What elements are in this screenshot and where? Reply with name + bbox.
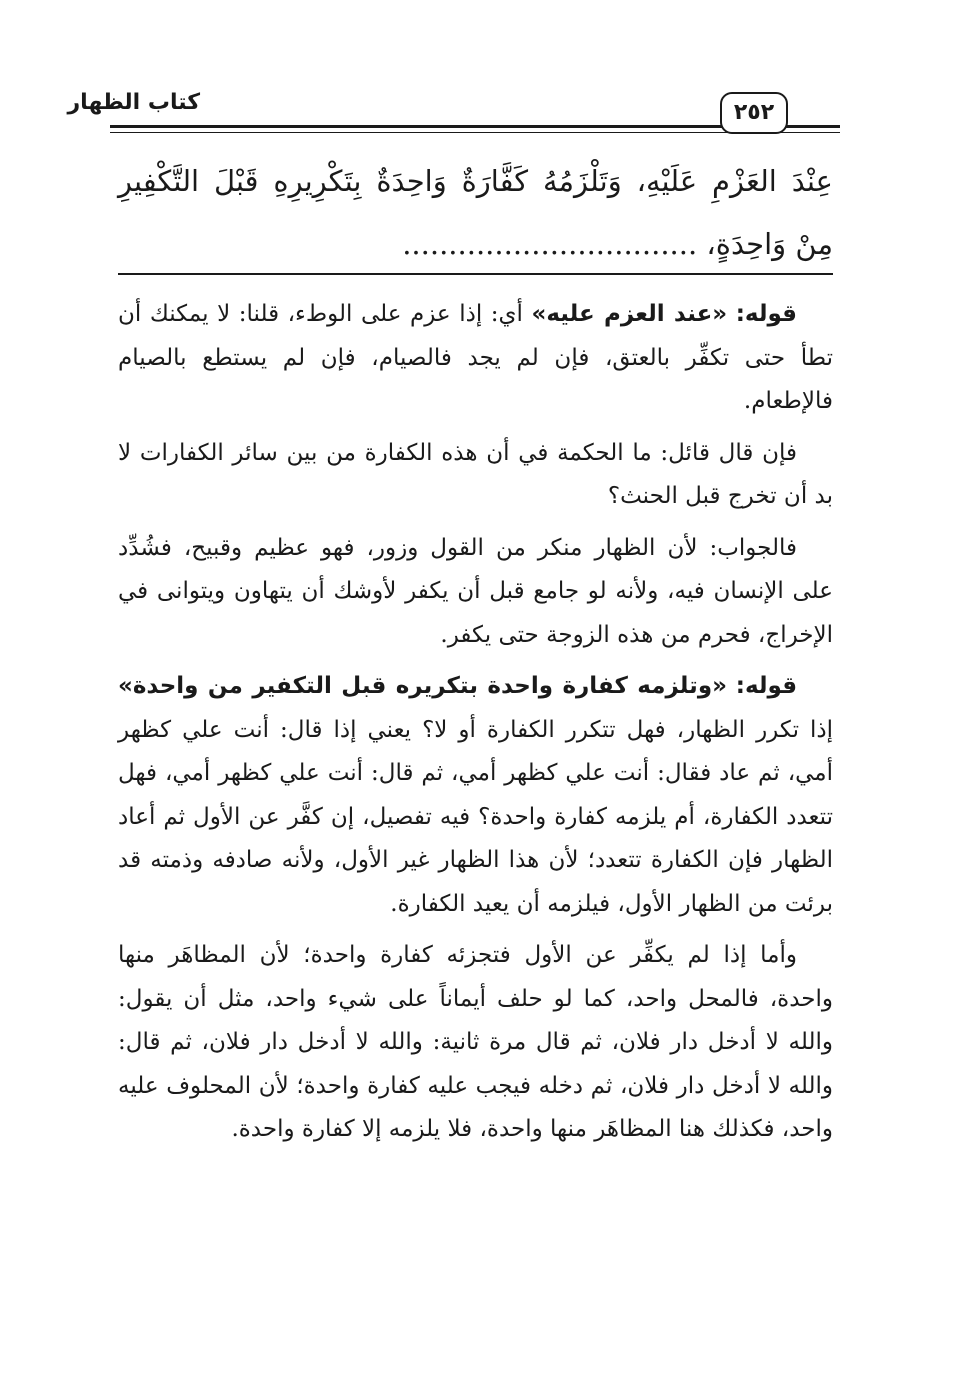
quoted-matn: «عند العزم عليه» (531, 301, 728, 327)
commentary-paragraph-5 (118, 934, 833, 1152)
paragraph-text: فإن قال قائل: ما الحكمة في أن هذه الكفارة من بين سائر الكفارات لا بد أن تخرج قبل الحنث؟ (118, 439, 833, 509)
matn-dots: ................................ (402, 227, 698, 261)
book-title: كتاب الظهار (60, 90, 208, 115)
matn-line-2 (118, 213, 833, 276)
page-number: ٢٥٢ (720, 92, 788, 134)
qawluhu-label: قوله: (735, 301, 797, 327)
qawluhu-label: قوله: (735, 673, 798, 699)
commentary-paragraph-4 (118, 665, 833, 926)
matn-separator (118, 273, 833, 275)
commentary (118, 293, 833, 1160)
paragraph-text: فالجواب: لأن الظهار منكر من القول وزور، فهو عظيم وقبيح، فشُدِّد على الإنسان فيه، ولأنه لو جامع قبل أن يكفر لأوشك أن يتهاون ويتوانى في الإخراج، فحرم من هذه الزوجة حتى يكفر. (118, 534, 833, 648)
paragraph-text: إذا تكرر الظهار، فهل تتكرر الكفارة أو لا؟ يعني إذا قال: أنت علي كظهر أمي، ثم عاد فقال: أنت علي كظهر أمي، ثم قال: أنت علي كظهر أمي، فهل تتعدد الكفارة، أم يلزمه كفارة واحدة؟ فيه تفصيل، إن كفَّر عن الأول ثم أعاد الظهار فإن الكفارة تتعدد؛ لأن هذا الظهار غير الأول، ولأنه صادفه وذمته قد برئت من الظهار الأول، فيلزمه أن يعيد الكفارة. (118, 716, 833, 917)
commentary-paragraph-2 (118, 432, 833, 519)
matn-text (118, 150, 833, 276)
matn-line-1: عِنْدَ العَزْمِ عَلَيْهِ، وَتَلْزَمُهُ كَفَّارَةٌ وَاحِدَةٌ بِتَكْرِيرِهِ قَبْلَ التَّكْفِيرِ (118, 164, 833, 198)
commentary-paragraph-3 (118, 527, 833, 658)
page-header (67, 84, 840, 140)
paragraph-text: أي: إذا عزم على الوطء، قلنا: لا يمكنك أن تطأ حتى تكفِّر بالعتق، فإن لم يجد فالصيام، فإن لم يستطع بالصيام فالإطعام. (118, 301, 833, 414)
commentary-paragraph-1 (118, 293, 833, 424)
paragraph-text: وأما إذا لم يكفِّر عن الأول فتجزئه كفارة واحدة؛ لأن المظاهَر منها واحدة، فالمحل واحد، كما لو حلف أيماناً على شيء واحد، مثل أن يقول: والله لا أدخل دار فلان، ثم قال مرة ثانية: والله لا أدخل دار فلان، ثم قال: والله لا أدخل دار فلان، ثم دخله فيجب عليه كفارة واحدة؛ لأن المحلوف عليه واحد، فكذلك هنا المظاهَر منها واحدة، فلا يلزمه إلا كفارة واحدة. (118, 942, 833, 1142)
matn-line-2-text: مِنْ وَاحِدَةٍ، (706, 227, 833, 261)
quoted-matn: «وتلزمه كفارة واحدة بتكريره قبل التكفير من واحدة» (118, 673, 727, 699)
